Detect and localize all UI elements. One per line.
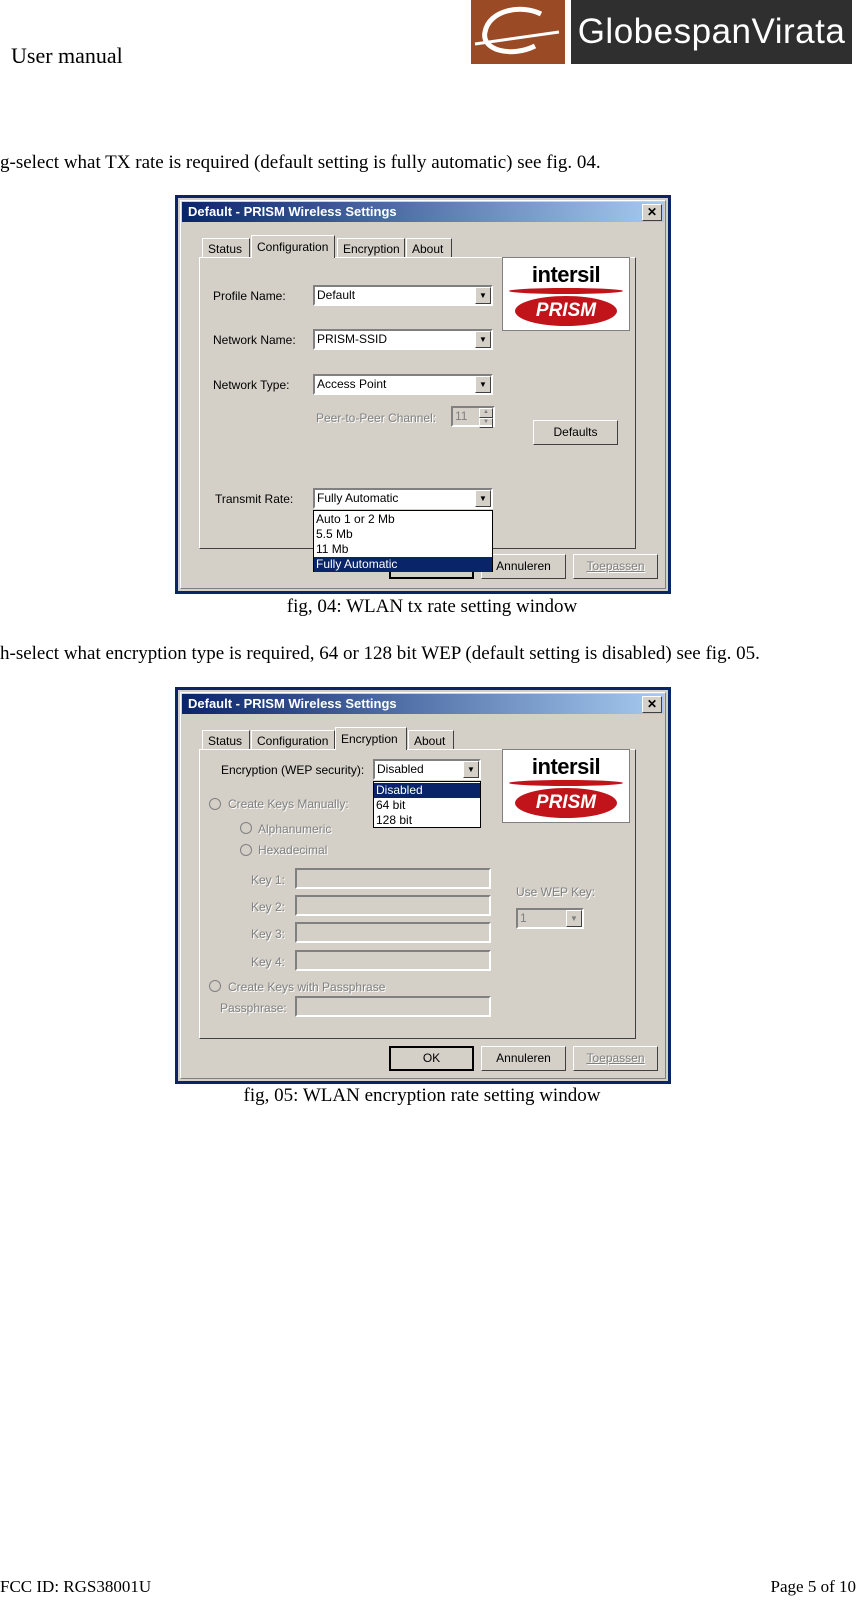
tab-status[interactable]: Status xyxy=(202,730,250,750)
transmit-rate-select[interactable]: Fully Automatic ▼ xyxy=(313,488,493,509)
tab-configuration[interactable]: Configuration xyxy=(251,730,335,750)
dropdown-option[interactable]: 11 Mb xyxy=(316,542,349,556)
ok-button[interactable]: OK xyxy=(389,1046,474,1071)
chevron-down-icon[interactable]: ▼ xyxy=(566,910,582,927)
intersil-text: intersil xyxy=(531,754,601,779)
create-keys-manually-radio[interactable] xyxy=(209,798,221,810)
tab-about[interactable]: About xyxy=(408,730,454,750)
apply-label: Toepassen xyxy=(586,1051,645,1065)
dialog-title: Default - PRISM Wireless Settings xyxy=(188,696,397,711)
logo-wordmark: GlobespanVirata xyxy=(571,0,852,64)
passphrase-radio[interactable] xyxy=(209,980,221,992)
use-wep-key-select[interactable]: 1 ▼ xyxy=(516,908,584,929)
key2-label: Key 2: xyxy=(251,900,286,914)
hexadecimal-label: Hexadecimal xyxy=(258,843,328,857)
alphanumeric-radio[interactable] xyxy=(240,822,252,834)
network-name-label: Network Name: xyxy=(213,333,296,347)
dialog-title: Default - PRISM Wireless Settings xyxy=(188,204,397,219)
defaults-button[interactable]: Defaults xyxy=(533,420,618,445)
cancel-button[interactable]: Annuleren xyxy=(481,554,566,579)
spin-down-icon[interactable]: ▼ xyxy=(479,418,493,428)
encryption-select[interactable]: Disabled ▼ xyxy=(373,759,481,780)
caption-fig05: fig, 05: WLAN encryption rate setting window xyxy=(243,1085,601,1106)
cancel-button[interactable]: Annuleren xyxy=(481,1046,566,1071)
apply-label: Toepassen xyxy=(586,559,645,573)
apply-button[interactable] xyxy=(573,1046,658,1071)
swoosh-icon xyxy=(509,288,623,294)
spin-up-icon[interactable]: ▲ xyxy=(479,408,493,418)
intersil-text: intersil xyxy=(531,262,601,287)
passphrase-field[interactable] xyxy=(295,996,491,1017)
chevron-down-icon[interactable]: ▼ xyxy=(475,376,491,393)
key4-field[interactable] xyxy=(295,950,491,971)
dropdown-option[interactable]: 64 bit xyxy=(376,798,406,812)
prism-text: PRISM xyxy=(515,788,617,818)
swoosh-icon xyxy=(509,780,623,786)
wireless-settings-dialog-encryption xyxy=(175,687,671,1084)
key2-field[interactable] xyxy=(295,895,491,916)
peer-channel-spinner[interactable]: 11 ▲ ▼ xyxy=(451,406,495,427)
chevron-down-icon[interactable]: ▼ xyxy=(475,331,491,348)
prism-text: PRISM xyxy=(515,296,617,326)
create-keys-manually-label: Create Keys Manually: xyxy=(228,797,349,811)
key1-field[interactable] xyxy=(295,868,491,889)
profile-name-select[interactable]: Default ▼ xyxy=(313,285,493,306)
wireless-settings-dialog-configuration xyxy=(175,195,671,594)
chevron-down-icon[interactable]: ▼ xyxy=(475,490,491,507)
chevron-down-icon[interactable]: ▼ xyxy=(475,287,491,304)
encryption-label: Encryption (WEP security): xyxy=(221,763,365,777)
tab-encryption[interactable]: Encryption xyxy=(335,727,407,750)
dropdown-option-selected[interactable]: Fully Automatic xyxy=(314,557,492,572)
title-bar[interactable] xyxy=(182,694,664,714)
tab-configuration[interactable]: Configuration xyxy=(251,235,335,258)
paragraph-h: h-select what encryption type is required, 64 or 128 bit WEP (default setting is disabled) see fig. 05. xyxy=(0,643,760,664)
key4-label: Key 4: xyxy=(251,955,286,969)
paragraph-g: g-select what TX rate is required (default setting is fully automatic) see fig. 04. xyxy=(0,152,601,173)
transmit-rate-dropdown xyxy=(313,510,493,572)
network-type-label: Network Type: xyxy=(213,378,290,392)
intersil-prism-logo xyxy=(502,749,630,823)
caption-fig04: fig, 04: WLAN tx rate setting window xyxy=(286,596,578,617)
encryption-dropdown xyxy=(373,781,481,828)
document-title: User manual xyxy=(11,43,123,68)
dropdown-option[interactable]: 5.5 Mb xyxy=(316,527,353,541)
intersil-prism-logo xyxy=(502,257,630,331)
apply-button[interactable] xyxy=(573,554,658,579)
passphrase-label: Passphrase: xyxy=(220,1001,287,1015)
profile-name-label: Profile Name: xyxy=(213,289,286,303)
chevron-down-icon[interactable]: ▼ xyxy=(463,761,479,778)
logo-mark-icon xyxy=(471,0,565,64)
footer-page-number: Page 5 of 10 xyxy=(770,1577,856,1596)
alphanumeric-label: Alphanumeric xyxy=(258,822,332,836)
transmit-rate-label: Transmit Rate: xyxy=(215,492,294,506)
title-bar[interactable] xyxy=(182,202,664,222)
tab-status[interactable]: Status xyxy=(202,238,250,258)
key1-label: Key 1: xyxy=(251,873,286,887)
globespanvirata-logo xyxy=(471,0,852,64)
hexadecimal-radio[interactable] xyxy=(240,844,252,856)
key3-label: Key 3: xyxy=(251,927,286,941)
tab-encryption[interactable]: Encryption xyxy=(337,238,405,258)
network-type-select[interactable]: Access Point ▼ xyxy=(313,374,493,395)
peer-channel-label: Peer-to-Peer Channel: xyxy=(316,411,437,425)
dropdown-option[interactable]: 128 bit xyxy=(376,813,413,827)
network-name-select[interactable]: PRISM-SSID ▼ xyxy=(313,329,493,350)
use-wep-key-label: Use WEP Key: xyxy=(516,885,596,899)
tab-about[interactable]: About xyxy=(406,238,452,258)
passphrase-radio-label: Create Keys with Passphrase xyxy=(228,980,386,994)
close-button[interactable]: ✕ xyxy=(642,696,662,713)
key3-field[interactable] xyxy=(295,922,491,943)
dropdown-option[interactable]: Auto 1 or 2 Mb xyxy=(316,512,395,526)
close-button[interactable]: ✕ xyxy=(642,204,662,221)
dropdown-option-selected[interactable]: Disabled xyxy=(374,783,480,798)
footer-fcc-id: FCC ID: RGS38001U xyxy=(0,1577,152,1596)
